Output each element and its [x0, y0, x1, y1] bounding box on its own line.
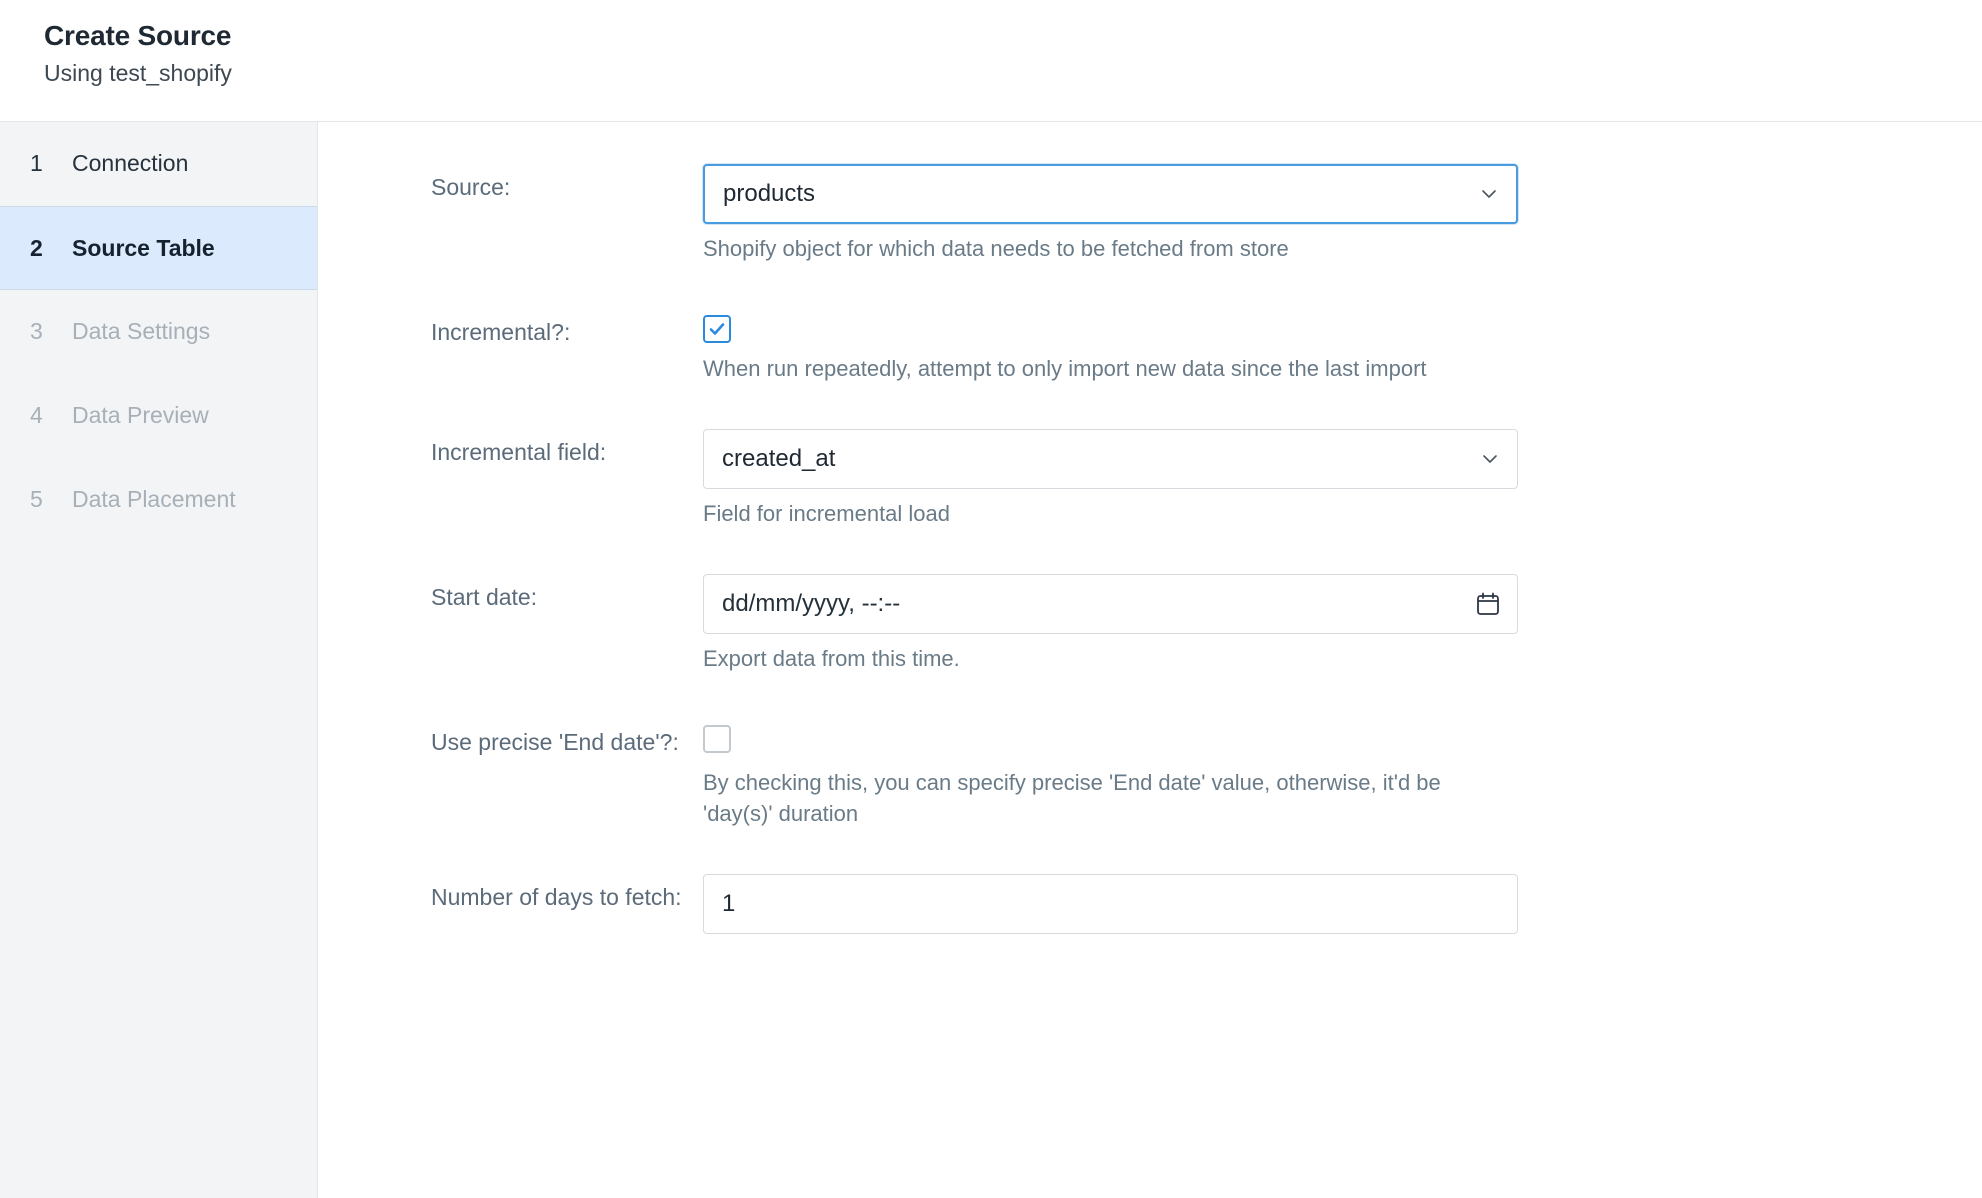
step-number: 3 [30, 318, 43, 344]
days-to-fetch-field [703, 874, 1518, 934]
form-row-incremental-field [318, 429, 1982, 530]
incremental-field-value: created_at [722, 444, 836, 472]
days-to-fetch-label: Number of days to fetch: [431, 884, 682, 911]
page-body [0, 122, 1982, 1198]
sidebar-step-source-table[interactable] [0, 206, 317, 290]
incremental-field [703, 309, 1518, 385]
days-to-fetch-input[interactable] [703, 874, 1518, 934]
sidebar-step-label: Data Preview [72, 402, 209, 428]
page-subtitle: Using test_shopify [44, 60, 232, 86]
source-field [703, 164, 1518, 265]
sidebar-step-data-preview [0, 374, 317, 458]
incremental-field-label: Incremental field: [431, 438, 607, 465]
step-number: 2 [30, 234, 43, 261]
incremental-label: Incremental?: [431, 318, 571, 345]
form-row-start-date [318, 574, 1982, 675]
sidebar-step-label: Connection [72, 150, 189, 176]
use-precise-end-date-checkbox[interactable] [703, 725, 731, 753]
step-number: 1 [30, 150, 43, 176]
page-title: Create Source [44, 20, 232, 51]
source-table-form [318, 122, 1982, 1198]
incremental-field-control [703, 429, 1518, 530]
incremental-field-select[interactable] [703, 429, 1518, 489]
start-date-label: Start date: [431, 583, 538, 610]
source-help-text: Shopify object for which data needs to be fetched from store [703, 236, 1289, 261]
sidebar-step-data-placement [0, 458, 317, 542]
start-date-value: dd/mm/yyyy, --:-- [722, 589, 901, 617]
form-row-incremental [318, 309, 1982, 385]
sidebar-step-data-settings [0, 290, 317, 374]
page-header [0, 0, 1982, 122]
incremental-help-text: When run repeatedly, attempt to only import new data since the last import [703, 355, 1427, 381]
use-precise-end-date-help-text: By checking this, you can specify precise 'End date' value, otherwise, it'd be 'day(s)' duration [703, 769, 1441, 827]
start-date-input[interactable] [703, 574, 1518, 634]
days-to-fetch-value: 1 [722, 890, 736, 918]
use-precise-end-date-label: Use precise 'End date'?: [431, 728, 679, 755]
sidebar-step-label: Data Placement [72, 486, 236, 512]
step-number: 4 [30, 402, 43, 428]
wizard-steps-sidebar [0, 122, 318, 1198]
step-number: 5 [30, 486, 43, 512]
incremental-field-help-text: Field for incremental load [703, 500, 951, 526]
source-select[interactable] [703, 164, 1518, 224]
form-row-source [318, 164, 1982, 265]
chevron-down-icon [1481, 450, 1499, 468]
use-precise-end-date-field [703, 719, 1518, 831]
form-row-days-to-fetch [318, 874, 1982, 934]
start-date-help-text: Export data from this time. [703, 645, 960, 671]
sidebar-step-connection[interactable] [0, 122, 317, 206]
chevron-down-icon [1480, 185, 1498, 203]
form-row-use-precise-end-date [318, 719, 1982, 831]
incremental-checkbox[interactable] [703, 315, 731, 343]
source-label: Source: [431, 174, 511, 200]
sidebar-step-label: Data Settings [72, 318, 211, 344]
start-date-field [703, 574, 1518, 675]
source-select-value: products [723, 180, 816, 207]
calendar-icon[interactable] [1475, 591, 1501, 617]
sidebar-step-label: Source Table [72, 234, 215, 261]
